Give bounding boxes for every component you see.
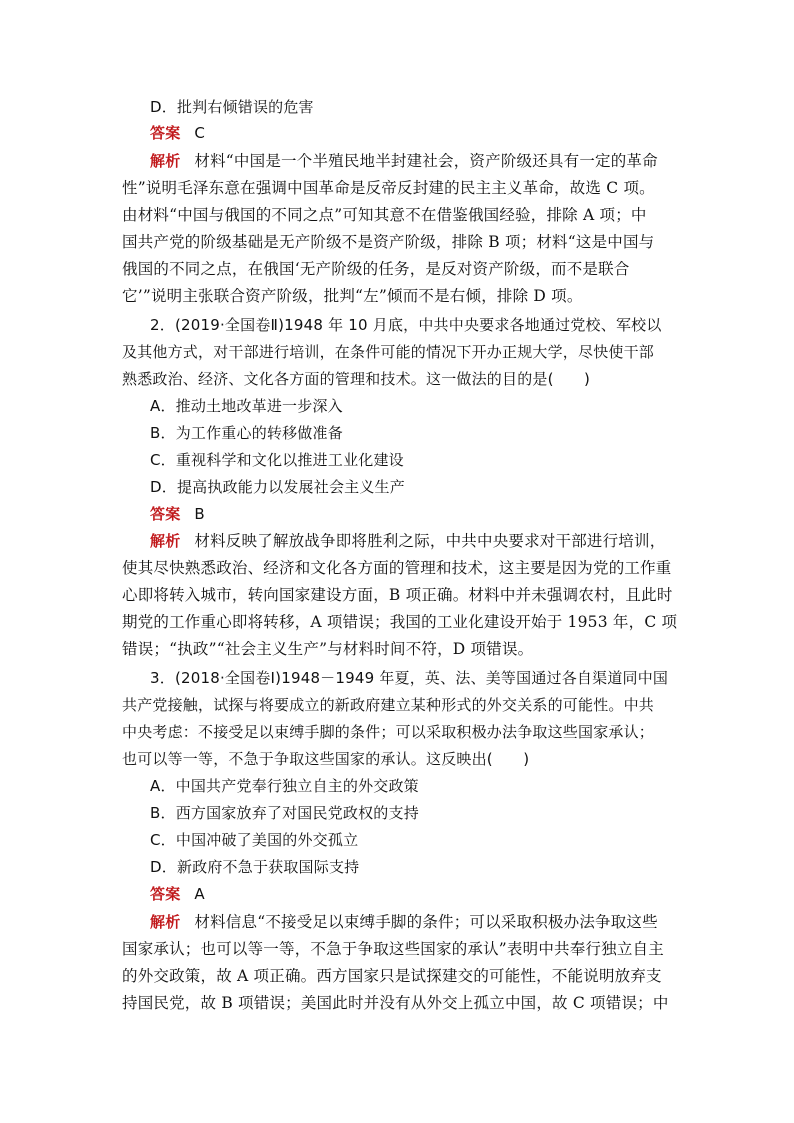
q2-option-a: A．推动土地改革进一步深入 [150, 397, 343, 415]
q2-analysis-line-2: 使其尽快熟悉政治、经济和文化各方面的管理和技术，这主要是因为党的工作重 [122, 559, 672, 577]
q2-option-b: B．为工作重心的转移做准备 [150, 424, 343, 442]
q1-analysis-line-6: 它’”说明主张联合资产阶级，批判“左”倾而不是右倾，排除 D 项。 [122, 287, 583, 305]
q3-stem-line-3: 中央考虑：不接受足以束缚手脚的条件；可以采取积极办法争取这些国家承认； [122, 723, 655, 741]
q1-answer [0, 120, 794, 146]
q2-analysis-line-1: 解析 材料反映了解放战争即将胜利之际，中共中央要求对干部进行培训， [150, 532, 666, 550]
q2-answer [0, 501, 794, 527]
q3-answer [0, 881, 794, 907]
q1-option-d: D．批判右倾错误的危害 [150, 98, 314, 116]
q3-analysis-line-4: 持国民党，故 B 项错误；美国此时并没有从外交上孤立中国，故 C 项错误；中 [122, 994, 669, 1012]
q2-analysis-line-4: 期党的工作重心即将转移，A 项错误；我国的工业化建设开始于 1953 年，C 项 [122, 613, 678, 631]
answer-value: A [194, 885, 205, 903]
q2-stem-line-3: 熟悉政治、经济、文化各方面的管理和技术。这一做法的目的是( ) [122, 370, 591, 388]
answer-label: 答案 [150, 505, 181, 523]
q1-analysis-line-4: 国共产党的阶级基础是无产阶级不是资产阶级，排除 B 项；材料“这是中国与 [122, 233, 655, 251]
q3-option-d: D．新政府不急于获取国际支持 [150, 858, 360, 876]
q3-stem-line-4: 也可以等一等，不急于争取这些国家的承认。这反映出( ) [122, 750, 530, 768]
answer-value: C [194, 124, 206, 142]
q2-option-d: D．提高执政能力以发展社会主义生产 [150, 478, 405, 496]
answer-label: 答案 [150, 885, 181, 903]
q2-option-c: C．重视科学和文化以推进工业化建设 [150, 451, 404, 469]
answer-value: B [194, 505, 205, 523]
q2-stem-line-1: 2．(2019·全国卷Ⅱ)1948 年 10 月底，中共中央要求各地通过党校、军校以 [150, 316, 662, 334]
q3-analysis-line-2: 国家承认；也可以等一等，不急于争取这些国家的承认”表明中共奉行独立自主 [122, 940, 664, 958]
analysis-label: 解析 [150, 532, 181, 550]
q2-analysis-line-5: 错误；“执政”“社会主义生产”与材料时间不符，D 项错误。 [122, 640, 534, 658]
q3-option-a: A．中国共产党奉行独立自主的外交政策 [150, 777, 419, 795]
q3-analysis-line-1: 解析 材料信息“不接受足以束缚手脚的条件；可以采取积极办法争取这些 [150, 913, 658, 931]
q3-stem-line-2: 共产党接触，试探与将要成立的新政府建立某种形式的外交关系的可能性。中共 [122, 696, 655, 714]
q1-analysis-line-1: 解析 材料“中国是一个半殖民地半封建社会，资产阶级还具有一定的革命 [150, 152, 658, 170]
analysis-label: 解析 [150, 152, 181, 170]
q3-stem-line-1: 3．(2018·全国卷Ⅰ)1948－1949 年夏，英、法、美等国通过各自渠道同中国 [150, 669, 669, 687]
q1-analysis-line-5: 俄国的不同之点，在俄国‘无产阶级的任务，是反对资产阶级，而不是联合 [122, 260, 630, 278]
q1-analysis-line-2: 性”说明毛泽东意在强调中国革命是反帝反封建的民主主义革命，故选 C 项。 [122, 179, 655, 197]
q3-analysis-line-3: 的外交政策，故 A 项正确。西方国家只是试探建交的可能性，不能说明放弃支 [122, 967, 662, 985]
q3-option-b: B．西方国家放弃了对国民党政权的支持 [150, 804, 419, 822]
q1-analysis-line-3: 由材料“中国与俄国的不同之点”可知其意不在借鉴俄国经验，排除 A 项；中 [122, 206, 647, 224]
analysis-label: 解析 [150, 913, 181, 931]
q3-option-c: C．中国冲破了美国的外交孤立 [150, 831, 359, 849]
answer-label: 答案 [150, 124, 181, 142]
q2-analysis-line-3: 心即将转入城市，转向国家建设方面，B 项正确。材料中并未强调农村，且此时 [122, 586, 673, 604]
q2-stem-line-2: 及其他方式，对干部进行培训，在条件可能的情况下开办正规大学，尽快使干部 [122, 343, 655, 361]
